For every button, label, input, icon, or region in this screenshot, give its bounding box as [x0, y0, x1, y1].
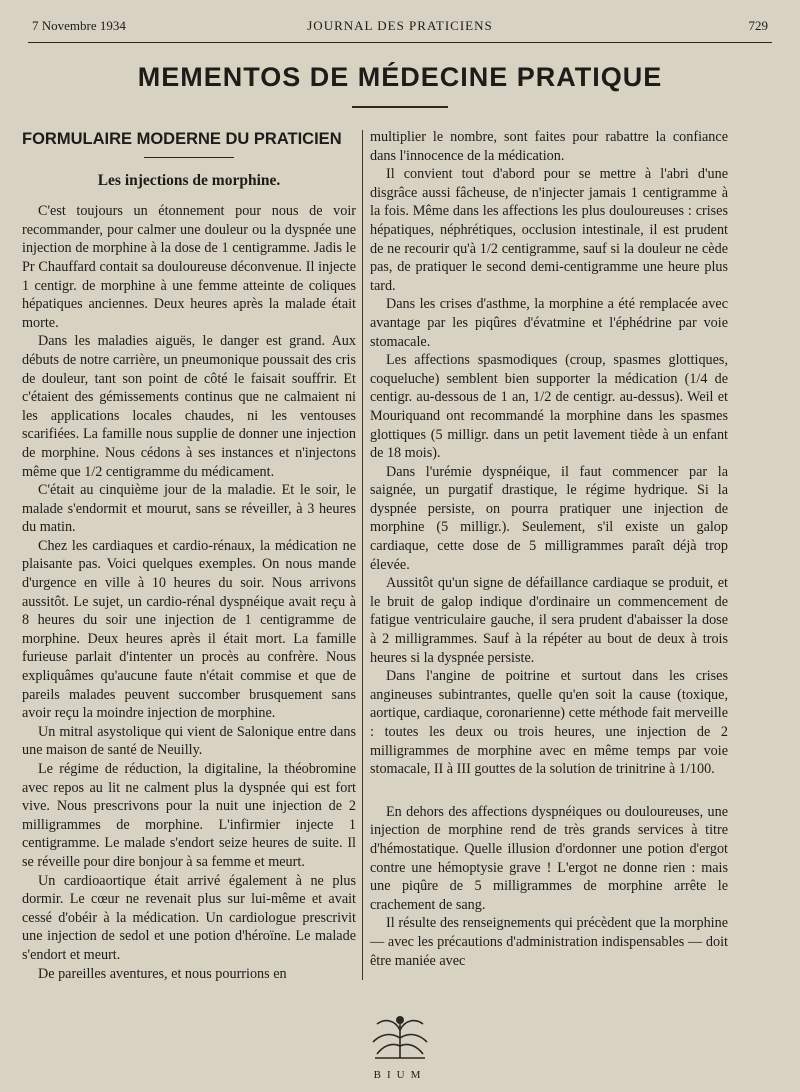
paragraph: Dans l'urémie dyspnéique, il faut commencer par la saignée, un purgatif drastique, le régime hydrique. Si la dyspnée persiste, on pourra pratiquer une injection de morphine (5 milligr.). Seulement, s'il existe un galop cardiaque, cette dose de 5 milligrammes paraît déjà trop élevée.: [370, 463, 728, 573]
paragraph: De pareilles aventures, et nous pourrions en: [38, 965, 287, 982]
page-title: MEMENTOS DE MÉDECINE PRATIQUE: [137, 62, 663, 92]
paragraph: Il résulte des renseignements qui précèdent que la morphine — avec les précautions d'administration indispensables — doit être maniée avec: [370, 915, 728, 969]
article-subheading: Les injections de morphine.: [97, 171, 281, 189]
title-rule: [352, 106, 448, 108]
paragraph: Dans les maladies aiguës, le danger est grand. Aux débuts de notre carrière, un pneumonique poussait des cris de douleur, tant son point de côté le faisait souffrir. Et c'étaient des gémissements continus que ne calmaient ni les applications locales chaudes, ni les ventouses scarifiées. La famille nous supplie de donner une injection de morphine. Nous cédons à ses instances et n'injectons même que 1/2 centigramme du médicament.: [22, 333, 356, 480]
header-rule: [28, 42, 772, 43]
paragraph: Chez les cardiaques et cardio-rénaux, la médication ne plaisante pas. Voici quelques exemples. On nous mande d'urgence en ville à 10 heures du soir. Nous arrivons aussitôt. Le sujet, un cardio-rénal dyspnéique avait reçu à 8 heures du soir une injection de 1 centigramme de morphine. Deux heures après il était mort. La famille furieuse parlait d'intenter un procès au confrère. Nous expliquâmes qu'aucune faute n'était commise et que de pareils malades peuvent succomber brusquement sans avoir reçu la moindre injection de morphine.: [22, 537, 356, 722]
paragraph: Il convient tout d'abord pour se mettre à l'abri d'une disgrâce aussi fâcheuse, de n'injecter jamais 1 centigramme à la fois. Même dans les affections les plus douloureuses : crises hépatiques, néphrétiques, occlusion intestinale, il est prudent de ne recourir qu'à 1/2 centigramme, sauf si la douleur ne cède pas, de pratiquer le second demi-centigramme une heure plus tard.: [370, 166, 728, 294]
ornament-icon: [365, 1010, 435, 1062]
paragraph: Dans l'angine de poitrine et surtout dans les crises angineuses subintrantes, quelle qu'en soit la cause (toxique, aortique, cardiaque, coronarienne) cette méthode fait merveille : toutes les deux ou trois heures, une injection de 2 milligrammes de morphine avec en même temps par voie stomacale, II à III gouttes de la solution de trinitrine à 1/100.: [370, 668, 728, 778]
paragraph: En dehors des affections dyspnéiques ou douloureuses, une injection de morphine rend de très grands services à titre d'hémostatique. Quelle illusion d'ordonner une potion d'ergot contre une hémoptysie grave ! L'ergot ne donne rien : mais une piqûre de 5 milligrammes de morphine arrête le crachement de sang.: [370, 803, 728, 913]
section-rule: [144, 157, 234, 158]
logo-text: BIUM: [373, 1069, 427, 1081]
page-number: 729: [748, 18, 768, 33]
paragraph: C'était au cinquième jour de la maladie. Et le soir, le malade s'endormit et mourut, sans se réveiller, à 3 heures du matin.: [22, 482, 356, 536]
issue-date: 7 Novembre 1934: [32, 18, 126, 33]
column-separator: [362, 130, 363, 980]
paragraph: Un cardioaortique était arrivé également à ne plus dormir. Le cœur ne revenait plus sur lui-même et avait cessé d'obéir à la médication. Un cardiologue prescrivit une injection de sedol et une potion d'héroïne. Le malade s'endort et meurt.: [22, 872, 356, 963]
paragraph: Les affections spasmodiques (croup, spasmes glottiques, coqueluche) semblent bien supporter la médication (1/4 de centigr. au-dessous de 1 an, 1/2 de centigr. au-dessus). Weil et Mouriquand ont recommandé la morphine dans les spasmes glottiques (5 milligr. dans un petit lavement tiède à un enfant de 18 mois).: [370, 352, 728, 462]
left-column: [22, 128, 356, 983]
paragraph: Dans les crises d'asthme, la morphine a été remplacée avec avantage par les piqûres d'évatmine et l'éphédrine par voie stomacale.: [370, 296, 728, 350]
paragraph-gap: [370, 779, 728, 803]
section-heading: FORMULAIRE MODERNE DU PRATICIEN: [22, 130, 342, 148]
library-logo: [350, 1010, 450, 1086]
paragraph: Un mitral asystolique qui vient de Salonique entre dans une maison de santé de Neuilly.: [22, 723, 356, 759]
paragraph: C'est toujours un étonnement pour nous de voir recommander, pour calmer une douleur ou la dyspnée une injection de morphine à la dose de 1 centigramme. Jadis le Pr Chauffard contait sa douloureuse déconvenue. Il injecte 1 centigr. de morphine à une femme atteinte de coliques hépatiques anciennes. Deux heures après la malade était morte.: [22, 203, 356, 331]
running-header: [32, 18, 768, 38]
paragraph: Le régime de réduction, la digitaline, la théobromine avec repos au lit ne calment plus la dyspnée qui est fort vive. Nous prescrivons pour la nuit une injection de 2 milligrammes de morphine. L'infirmier injecte 1 centigramme. Le malade s'endort seize heures de suite. Il se réveille pour dire bonjour à sa femme et meurt.: [22, 761, 356, 870]
journal-name: JOURNAL DES PRATICIENS: [307, 18, 493, 33]
paragraph: multiplier le nombre, sont faites pour rabattre la confiance dans l'innocence de la médication.: [370, 129, 728, 164]
paragraph: Aussitôt qu'un signe de défaillance cardiaque se produit, et le bruit de galop indique d'ordinaire un commencement de fatigue ventriculaire gauche, il sera prudent d'abaisser la dose à 2 milligrammes. Sauf à la répéter au bout de deux à trois heures si la dyspnée persiste.: [370, 575, 728, 666]
right-column: [370, 128, 728, 970]
